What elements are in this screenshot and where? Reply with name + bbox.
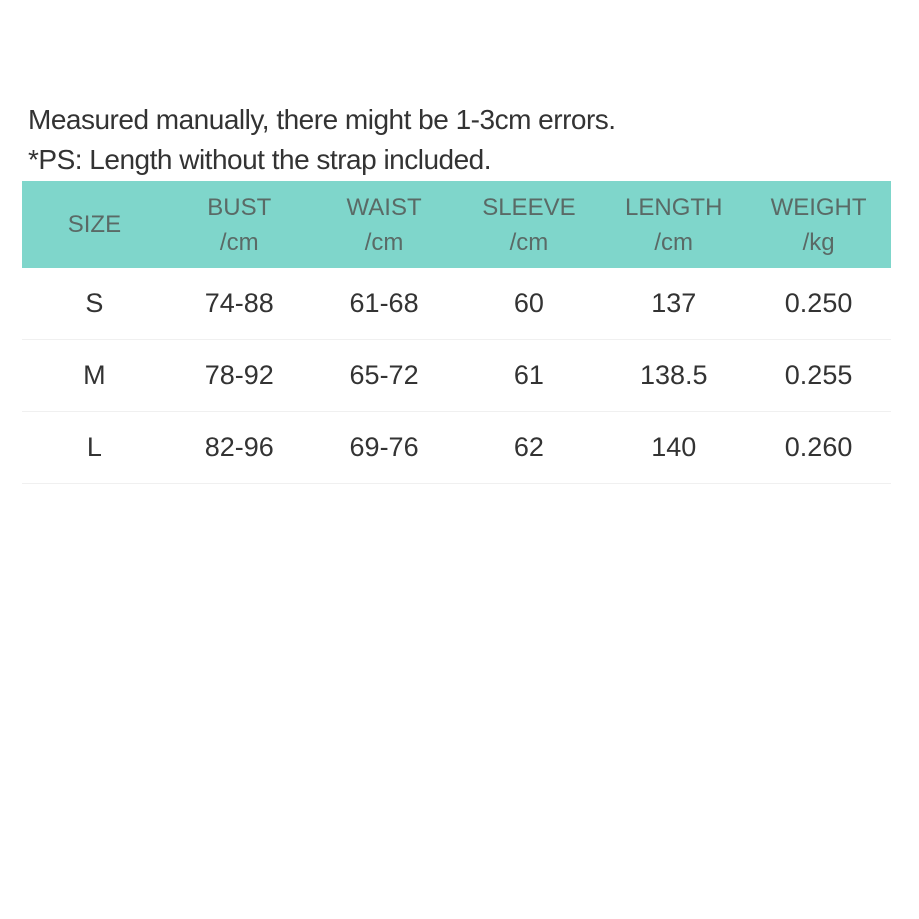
cell-size: M	[22, 340, 167, 412]
cell-size: L	[22, 412, 167, 484]
header-label: WEIGHT	[770, 193, 867, 221]
cell-sleeve: 60	[456, 268, 601, 340]
header-label: LENGTH	[625, 193, 723, 221]
header-sleeve	[456, 181, 601, 268]
cell-bust: 78-92	[167, 340, 312, 412]
table-row	[22, 268, 891, 340]
measurement-disclaimer: Measured manually, there might be 1-3cm errors.	[28, 104, 616, 135]
cell-weight: 0.250	[746, 268, 891, 340]
cell-weight: 0.260	[746, 412, 891, 484]
cell-waist: 65-72	[312, 340, 457, 412]
cell-waist: 69-76	[312, 412, 457, 484]
cell-length: 137	[601, 268, 746, 340]
size-chart-table	[22, 181, 891, 484]
cell-bust: 74-88	[167, 268, 312, 340]
cell-sleeve: 61	[456, 340, 601, 412]
header-label: WAIST	[346, 193, 422, 221]
header-unit: /cm	[654, 228, 694, 256]
header-bust	[167, 181, 312, 268]
header-label: SLEEVE	[482, 193, 576, 221]
header-length	[601, 181, 746, 268]
table-header-row	[22, 181, 891, 268]
cell-length: 138.5	[601, 340, 746, 412]
header-label: BUST	[207, 193, 272, 221]
header-weight	[746, 181, 891, 268]
header-unit: /cm	[219, 228, 259, 256]
measurement-notes	[28, 100, 888, 180]
header-unit: /kg	[802, 228, 835, 256]
cell-sleeve: 62	[456, 412, 601, 484]
table-row	[22, 412, 891, 484]
header-unit: /cm	[509, 228, 549, 256]
cell-size: S	[22, 268, 167, 340]
cell-waist: 61-68	[312, 268, 457, 340]
cell-weight: 0.255	[746, 340, 891, 412]
header-label: SIZE	[67, 211, 122, 238]
cell-length: 140	[601, 412, 746, 484]
length-note: *PS: Length without the strap included.	[28, 144, 492, 175]
cell-bust: 82-96	[167, 412, 312, 484]
header-waist	[312, 181, 457, 268]
header-unit: /cm	[364, 228, 404, 256]
table-row	[22, 340, 891, 412]
header-size	[22, 181, 167, 268]
